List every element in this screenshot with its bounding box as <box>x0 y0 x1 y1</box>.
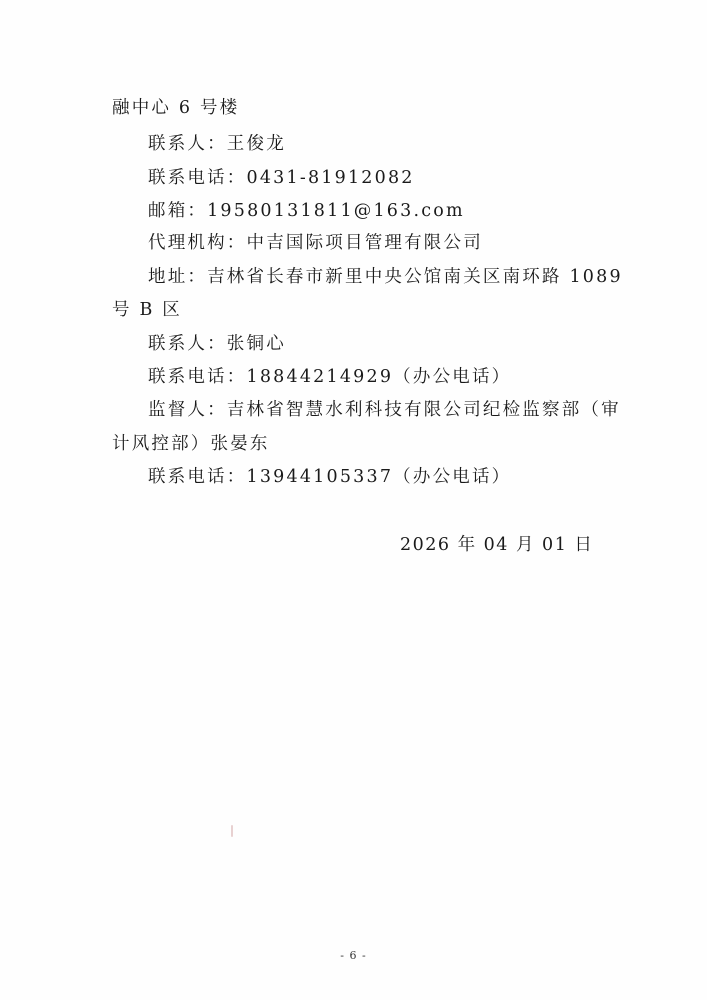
text-line-contact-phone-2: 联系电话：18844214929（办公电话） <box>148 367 512 387</box>
text-line-supervisor: 监督人：吉林省智慧水利科技有限公司纪检监察部（审 <box>148 400 621 420</box>
text-line-address: 地址：吉林省长春市新里中央公馆南关区南环路 1089 <box>148 267 623 287</box>
document-date: 2026 年 04 月 01 日 <box>400 535 594 555</box>
text-line-contact-person-1: 联系人：王俊龙 <box>148 134 286 154</box>
page-number: - 6 - <box>340 949 367 962</box>
text-line-contact-person-2: 联系人：张铜心 <box>148 334 286 354</box>
text-line-contact-phone-3: 联系电话：13944105337（办公电话） <box>148 467 512 487</box>
text-line-email: 邮箱：19580131811@163.com <box>148 201 465 221</box>
text-line-address-continued: 号 B 区 <box>112 300 182 320</box>
text-line-supervisor-continued: 计风控部）张晏东 <box>112 434 270 454</box>
scan-mark <box>231 825 233 837</box>
text-line-agency: 代理机构：中吉国际项目管理有限公司 <box>148 233 483 253</box>
text-line-building: 融中心 6 号楼 <box>112 98 240 118</box>
text-line-contact-phone-1: 联系电话：0431-81912082 <box>148 168 415 188</box>
